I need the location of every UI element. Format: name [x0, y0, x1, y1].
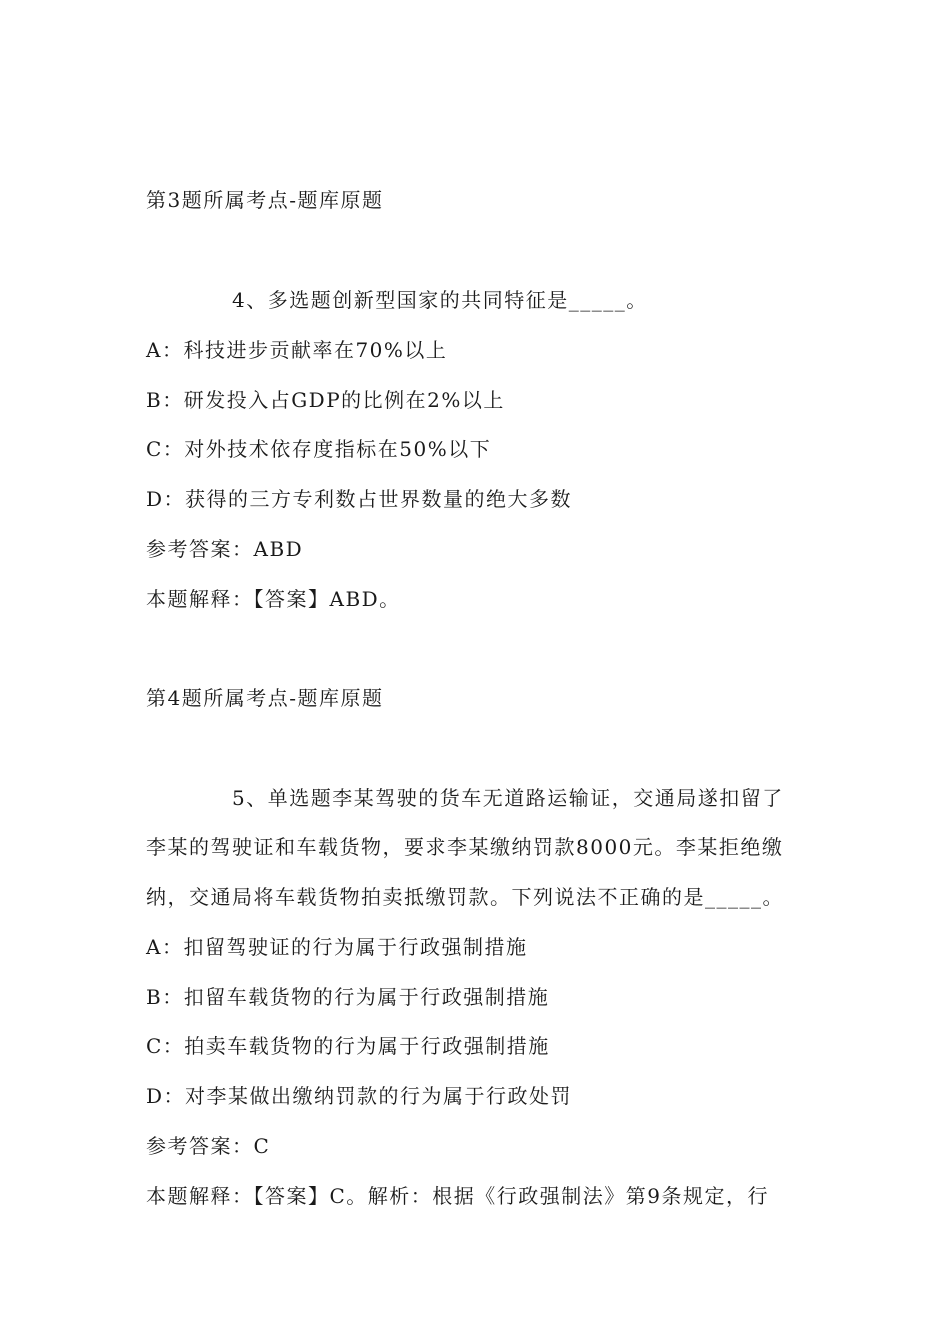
q5-stem-line-2: 李某的驾驶证和车载货物，要求李某缴纳罚款8000元。李某拒绝缴 [146, 835, 784, 859]
q3-source-label: 第3题所属考点-题库原题 [146, 188, 384, 212]
q4-option-a: A：科技进步贡献率在70%以上 [146, 338, 448, 362]
q4-option-d: D：获得的三方专利数占世界数量的绝大多数 [146, 487, 573, 511]
q5-option-a: A：扣留驾驶证的行为属于行政强制措施 [146, 935, 528, 959]
q4-answer: 参考答案：ABD [146, 537, 304, 561]
q4-source-label: 第4题所属考点-题库原题 [146, 686, 384, 710]
q4-option-c: C：对外技术依存度指标在50%以下 [146, 437, 492, 461]
q4-stem: 4、多选题创新型国家的共同特征是_____。 [232, 288, 648, 312]
q5-option-b: B：扣留车载货物的行为属于行政强制措施 [146, 985, 550, 1009]
q5-stem-line-3: 纳，交通局将车载货物拍卖抵缴罚款。下列说法不正确的是_____。 [146, 885, 784, 909]
q4-explanation: 本题解释：【答案】ABD。 [146, 587, 401, 611]
q5-explanation: 本题解释：【答案】C。解析：根据《行政强制法》第9条规定，行 [146, 1184, 770, 1208]
q5-option-d: D：对李某做出缴纳罚款的行为属于行政处罚 [146, 1084, 573, 1108]
q4-option-b: B：研发投入占GDP的比例在2%以上 [146, 388, 505, 412]
q5-stem-line-1: 5、单选题李某驾驶的货车无道路运输证，交通局遂扣留了 [232, 786, 784, 810]
q5-answer: 参考答案：C [146, 1134, 271, 1158]
q5-option-c: C：拍卖车载货物的行为属于行政强制措施 [146, 1034, 550, 1058]
